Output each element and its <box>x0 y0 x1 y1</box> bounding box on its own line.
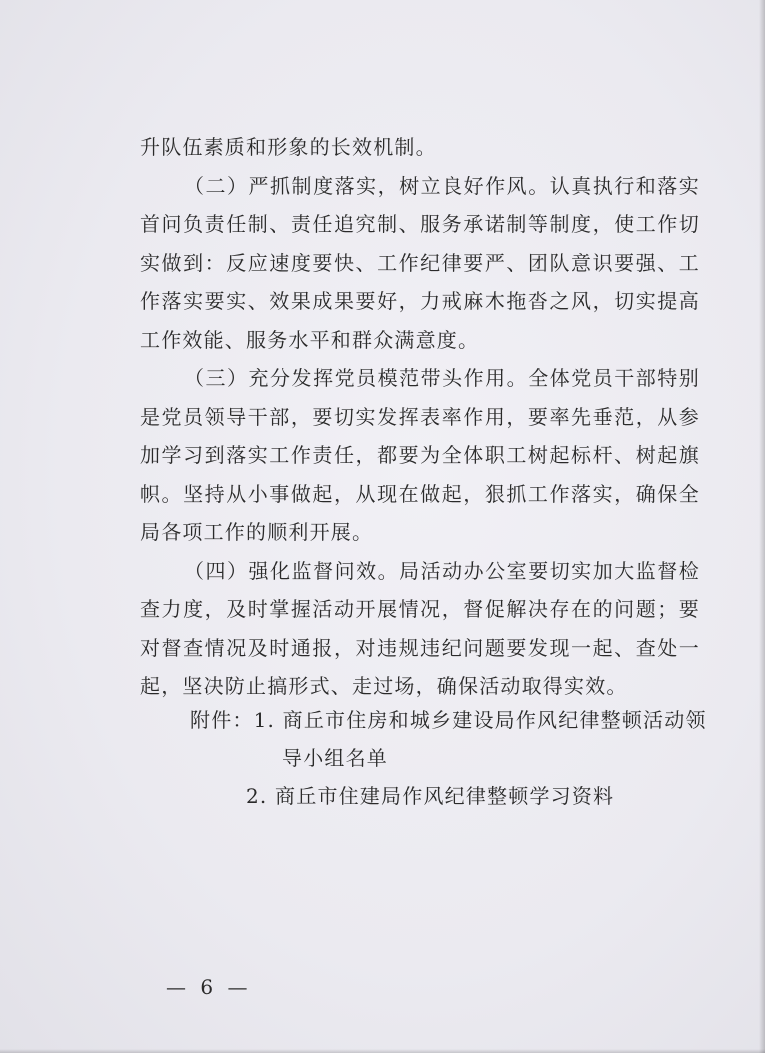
body-text <box>140 128 700 706</box>
paragraph-3: （三）充分发挥党员模范带头作用。全体党员干部特别是党员领导干部，要切实发挥表率作用，要率先垂范，从参加学习到落实工作责任，都要为全体职工树起标杆、树起旗帜。坚持从小事做起，从现在做起，狠抓工作落实，确保全局各项工作的顺利开展。 <box>140 366 700 544</box>
paragraph-4: （四）强化监督问效。局活动办公室要切实加大监督检查力度，及时掌握活动开展情况，督促解决存在的问题；要对督查情况及时通报，对违规违纪问题要发现一起、查处一起，坚决防止搞形式、走过场，确保活动取得实效。 <box>140 558 700 698</box>
attachment-line-1: 附件：1. 商丘市住房和城乡建设局作风纪律整顿活动领 <box>190 708 707 732</box>
page-bottom-edge <box>0 1049 765 1053</box>
attachment-line-2: 导小组名单 <box>282 746 388 770</box>
paragraph-2: （二）严抓制度落实，树立良好作风。认真执行和落实首问负责任制、责任追究制、服务承诺制等制度，使工作切实做到：反应速度要快、工作纪律要严、团队意识要强、工作落实要实、效果成果要好，力戒麻木拖沓之风，切实提高工作效能、服务水平和群众满意度。 <box>140 173 700 352</box>
page-edge-shadow <box>759 0 765 1053</box>
page-number: — 6 — <box>166 975 252 999</box>
paragraph-continuation: 升队伍素质和形象的长效机制。 <box>140 135 437 159</box>
attachments <box>190 701 707 815</box>
attachment-line-3: 2. 商丘市住建局作风纪律整顿学习资料 <box>246 784 615 808</box>
